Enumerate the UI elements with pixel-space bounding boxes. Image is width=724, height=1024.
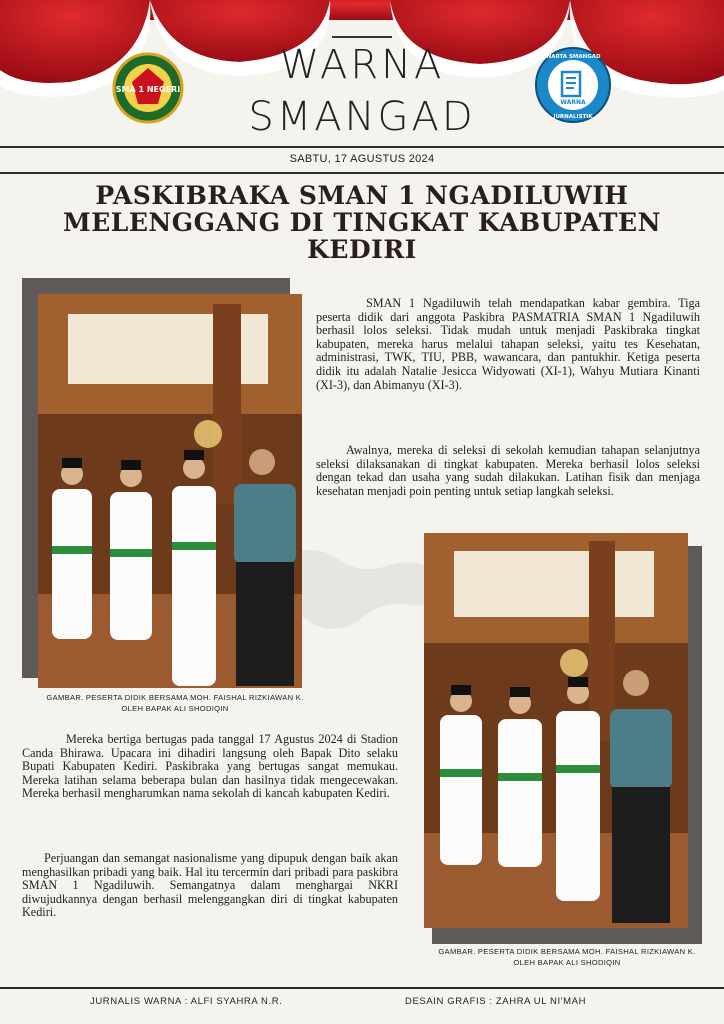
club-logo-mid: WARNA xyxy=(560,99,586,106)
paragraph-2: Awalnya, mereka di seleksi di sekolah kemudian tahapan selanjutnya seleksi dilaksanakan di tingkat kabupaten. Mereka berhasil lolos seleksi dengan tekad dan usaha yang sudah dilakukan. Latihan fisik dan menjaga kesehatan menjadi poin penting untuk setiap langkah seleksi. xyxy=(316,443,700,498)
school-logo xyxy=(112,52,184,124)
footer-designer: DESAIN GRAFIS : ZAHRA UL NI'MAH xyxy=(405,996,587,1007)
masthead-title-line1: WARNA xyxy=(279,42,445,88)
club-logo-bottom: JURNALISTIK xyxy=(553,114,593,120)
date-rule xyxy=(0,172,724,174)
school-logo-text: SMA 1 NEGERI xyxy=(115,85,181,94)
footer-rule xyxy=(0,987,724,989)
masthead-title-line2: SMANGAD xyxy=(248,94,476,140)
headline: PASKIBRAKA SMAN 1 NGADILUWIH MELENGGANG DI TINGKAT KABUPATEN KEDIRI xyxy=(63,181,661,264)
paragraph-3: Mereka bertiga bertugas pada tanggal 17 Agustus 2024 di Stadion Canda Bhirawa. Upacara ini dihadiri langsung oleh Bapak Dito selaku Bupati Kabupaten Kediri. Paskibraka yang bertugas sangat memukau. Mereka latihan selama beberapa bulan dan hasilnya tidak mengecewakan. Mereka berhasil mengharumkan nama sekolah di kancah kabupaten Kediri. xyxy=(22,732,398,801)
photo1-caption: GAMBAR. PESERTA DIDIK BERSAMA MOH. FAISHAL RIZKIAWAN K. OLEH BAPAK ALI SHODIQIN xyxy=(46,693,304,713)
photo2-caption: GAMBAR. PESERTA DIDIK BERSAMA MOH. FAISHAL RIZKIAWAN K. OLEH BAPAK ALI SHODIQIN xyxy=(438,947,696,967)
photo1 xyxy=(38,294,302,688)
paragraph-1: SMAN 1 Ngadiluwih telah mendapatkan kabar gembira. Tiga peserta didik dari anggota Paskibra PASMATRIA SMAN 1 Ngadiluwih berhasil lolos seleksi. Tidak mudah untuk menjadi Paskibraka tingkat kabupaten, mereka harus melalui tahapan seleksi, yaitu tes Kesehatan, administrasi, TWK, TIU, PBB, wawancara, dan pantukhir. Ketiga peserta didik itu adalah Natalie Jesicca Widyowati (XI-1), Wahyu Mutiara Kinanti (XI-3), dan Abimanyu (XI-3). xyxy=(316,296,700,392)
warta-smangad-logo xyxy=(534,46,612,124)
issue-date: SABTU, 17 AGUSTUS 2024 xyxy=(289,153,435,165)
paragraph-4: Perjuangan dan semangat nasionalisme yang dipupuk dengan baik akan menghasilkan pribadi yang baik. Hal itu tercermin dari pribadi para paskibra SMAN 1 Ngadiluwih. Semangatnya dalam menghargai NKRI diwujudkannya dengan berhasil melenggangkan diri di tingkat kabupaten Kediri. xyxy=(22,851,398,920)
photo2 xyxy=(424,533,688,928)
footer-journalist: JURNALIS WARNA : ALFI SYAHRA N.R. xyxy=(90,996,283,1007)
top-rule xyxy=(0,146,724,148)
masthead-rule xyxy=(332,36,392,38)
club-logo-top: WARTA SMANGAD xyxy=(545,54,601,60)
